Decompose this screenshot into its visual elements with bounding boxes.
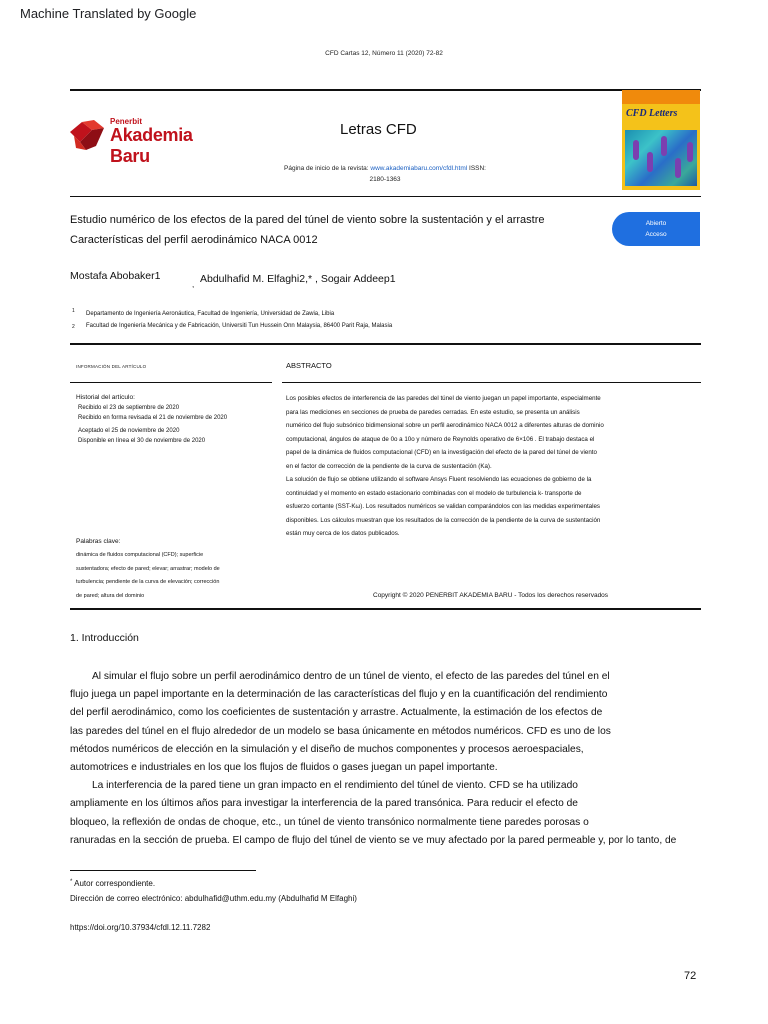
affiliation-2-text: Facultad de Ingeniería Mecánica y de Fabricación, Universiti Tun Hussein Onn Malaysia, 86400 Parit Raja, Malasia — [86, 323, 393, 329]
homepage-prefix: Página de inicio de la revista: — [284, 165, 369, 172]
info-bottom-rule — [70, 608, 701, 610]
paper-title-line-2: Características del perfil aerodinámico NACA 0012 — [70, 234, 318, 246]
header-bottom-rule — [70, 196, 701, 197]
paper-title-line-1: Estudio numérico de los efectos de la pared del túnel de viento sobre la sustentación y el arrastre — [70, 214, 545, 226]
footnote-mark: * — [70, 879, 73, 885]
affiliation-1-text: Departamento de Ingeniería Aeronáutica, Facultad de Ingeniería, Universidad de Zawia, Libia — [86, 311, 335, 317]
history-received: Recibido el 23 de septiembre de 2020 — [78, 405, 180, 411]
history-heading: Historial del artículo: — [76, 394, 135, 401]
author-1: Mostafa Abobaker1 — [70, 270, 161, 282]
issn-number: 2180-1363 — [369, 176, 401, 183]
keywords — [76, 538, 271, 603]
cover-logo: CFD Letters — [626, 108, 678, 119]
machine-translation-banner: Machine Translated by Google — [20, 6, 197, 21]
keywords-line: de pared; altura del dominio — [76, 592, 145, 599]
abstract-line: Los posibles efectos de interferencia de las paredes del túnel de viento juegan un papel importante, especialmente — [286, 395, 601, 402]
journal-homepage — [265, 163, 505, 185]
introduction-heading: 1. Introducción — [70, 632, 139, 644]
keywords-heading: Palabras clave: — [76, 538, 121, 545]
body-line: métodos numéricos de elección en la simulación y el diseño de muchos componentes y procesos aeroespaciales, — [70, 743, 584, 755]
body-line: automotrices e industriales en los que los flujos de fluidos o gases juegan un papel importante. — [70, 762, 498, 774]
body-line: las paredes del túnel en el flujo alrededor de un modelo se basa únicamente en métodos numéricos. CFD es uno de los — [70, 725, 611, 737]
author-list — [70, 270, 396, 289]
footnote-rule — [70, 870, 256, 871]
abstract-line: La solución de flujo se obtiene utilizando el software Ansys Fluent resolviendo las ecuaciones de gobierno de la — [286, 476, 592, 483]
info-right-rule — [282, 382, 701, 383]
body-line: del perfil aerodinámico, como los coeficientes de sustentación y arrastre. Actualmente, la estimación de los efectos de — [70, 707, 603, 719]
history-online: Disponible en línea el 30 de noviembre de 2020 — [78, 438, 206, 444]
affiliation-2-number: 2 — [72, 324, 75, 330]
cover-top-band — [622, 90, 700, 104]
cover-flow-image — [625, 130, 697, 186]
body-line: La interferencia de la pared tiene un gran impacto en el rendimiento del túnel de viento. CFD se ha utilizado — [92, 780, 578, 792]
body-line: flujo juega un papel importante en la determinación de las características del flujo y en la cuantificación del rendimiento — [70, 689, 608, 701]
doi-link[interactable]: https://doi.org/10.37934/cfdl.12.11.7282 — [70, 923, 211, 932]
logo-publisher-text: Penerbit — [110, 117, 143, 126]
copyright-notice: Copyright © 2020 PENERBIT AKADEMIA BARU - Todos los derechos reservados — [373, 592, 609, 599]
journal-reference: CFD Cartas 12, Número 11 (2020) 72-82 — [325, 50, 443, 57]
abstract-line: para las mediciones en secciones de prueba de paredes cerradas. En este estudio, se presenta un análisis — [286, 408, 580, 416]
footnote-email: Dirección de correo electrónico: abdulhafid@uthm.edu.my (Abdulhafid M Elfaghi) — [70, 894, 357, 903]
author-2-3: Abdulhafid M. Elfaghi2,* , Sogair Addeep1 — [200, 273, 396, 285]
open-access-badge[interactable] — [612, 212, 700, 246]
history-accepted: Aceptado el 25 de noviembre de 2020 — [78, 428, 180, 434]
abstract-heading: ABSTRACTO — [286, 361, 332, 370]
journal-title: Letras CFD — [340, 121, 417, 138]
abstract-line: computacional, ángulos de ataque de 0o a 10o y número de Reynolds operativo de 6×106 . El trabajo destaca el — [286, 435, 595, 443]
article-info-heading: INFORMACIÓN DEL ARTÍCULO — [76, 364, 147, 369]
open-access-line-1: Abierto — [645, 220, 667, 227]
journal-cover-image — [622, 90, 700, 190]
body-line: bloqueo, la reflexión de ondas de choque, etc., un túnel de viento transónico normalmente tiene paredes porosas o — [70, 816, 589, 828]
paper-title — [70, 210, 610, 250]
abstract-line: continuidad y el momento en estado estacionario combinadas con el modelo de turbulencia k- transporte de — [286, 489, 582, 497]
abstract-line: disponibles. Los cálculos muestran que los resultados de la corrección de la pendiente de la curva de sustentación — [286, 516, 601, 524]
logo-brand-text: Akademia Baru — [110, 125, 193, 166]
abstract-line: en el factor de corrección de la pendiente de la curva de sustentación (Ka). — [286, 462, 492, 470]
body-line: Al simular el flujo sobre un perfil aerodinámico dentro de un túnel de viento, el efecto de las paredes del túnel en el — [92, 671, 610, 682]
open-access-line-2: Acceso — [645, 231, 667, 238]
penerbit-logo-icon — [68, 118, 108, 154]
homepage-link[interactable]: www.akademiabaru.com/cfdl.html — [370, 165, 468, 172]
abstract-line: numérico del flujo subsónico bidimensional sobre un perfil aerodinámico NACA 0012 a diferentes alturas de dominio — [286, 422, 604, 429]
author-separator: , — [192, 280, 195, 289]
introduction-body — [70, 668, 768, 850]
body-line: ampliamente en los últimos años para investigar la interferencia de la pared transónica. Para reducir el efecto de — [70, 798, 578, 810]
page-number: 72 — [684, 970, 697, 982]
publisher-logo — [68, 114, 228, 166]
keywords-line: sustentadora; efecto de pared; elevar; arrastrar; modelo de — [76, 565, 220, 572]
footnote-corresponding-text: Autor correspondiente. — [74, 879, 156, 888]
abstract-line: esfuerzo cortante (SST-Kω). Los resultados numéricos se validan comparándolos con las medidas experimentales — [286, 503, 601, 510]
article-history — [76, 392, 271, 446]
abstract-text — [286, 392, 701, 541]
footnote-corresponding — [70, 879, 155, 888]
body-line: ranuradas en la sección de prueba. El campo de flujo del túnel de viento se ve muy afectado por la pared permeable y, por lo tanto, de — [70, 834, 677, 846]
history-revised: Recibido en forma revisada el 21 de noviembre de 2020 — [78, 415, 228, 421]
issn-label: ISSN: — [469, 165, 486, 172]
abstract-line: papel de la dinámica de fluidos computacional (CFD) en la investigación del efecto de la pared del túnel de viento — [286, 449, 597, 456]
info-top-rule — [70, 343, 701, 345]
header-top-rule — [70, 89, 701, 91]
keywords-line: dinámica de fluidos computacional (CFD); superficie — [76, 552, 204, 558]
keywords-line: turbulencia; pendiente de la curva de elevación; corrección — [76, 579, 220, 585]
abstract-line: están muy cerca de los datos publicados. — [286, 530, 400, 537]
info-left-rule — [70, 382, 272, 383]
affiliation-1-number: 1 — [72, 308, 75, 314]
